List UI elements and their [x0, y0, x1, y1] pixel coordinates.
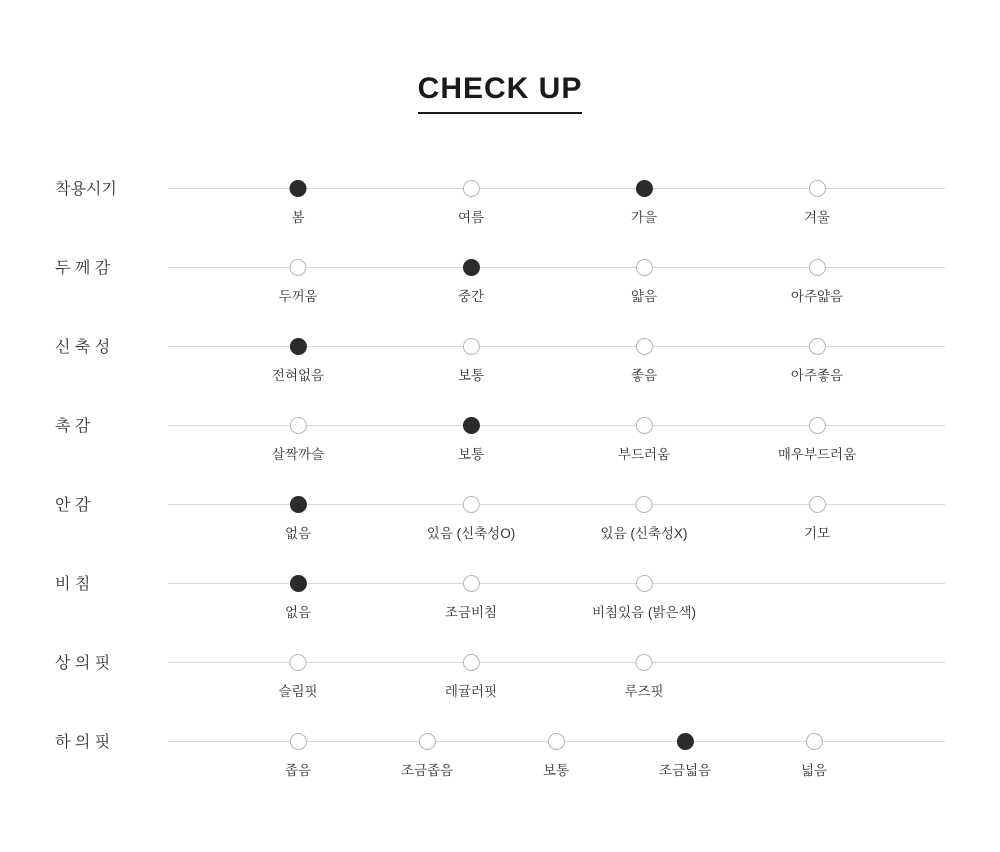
- option-unselected[interactable]: [804, 476, 830, 542]
- option-label: 여름: [457, 210, 485, 225]
- empty-dot-icon[interactable]: [636, 575, 653, 592]
- option-unselected[interactable]: [445, 634, 497, 700]
- option-label: 보통: [457, 447, 485, 462]
- chart-row: [0, 318, 1000, 397]
- filled-dot-icon[interactable]: [289, 338, 306, 355]
- chart-row: [0, 555, 1000, 634]
- empty-dot-icon[interactable]: [808, 259, 825, 276]
- chart-row: [0, 160, 1000, 239]
- empty-dot-icon[interactable]: [290, 259, 307, 276]
- filled-dot-icon[interactable]: [676, 733, 693, 750]
- option-unselected[interactable]: [801, 713, 827, 779]
- option-label: 루즈핏: [624, 684, 664, 699]
- chart-row: [0, 634, 1000, 713]
- page-title-text: CHECK UP: [418, 72, 583, 114]
- option-label: 조금좁음: [400, 763, 454, 778]
- option-unselected[interactable]: [601, 476, 688, 542]
- option-selected[interactable]: [272, 318, 324, 384]
- option-label: 조금비침: [444, 605, 498, 620]
- filled-dot-icon[interactable]: [463, 259, 480, 276]
- option-unselected[interactable]: [778, 397, 856, 463]
- filled-dot-icon[interactable]: [636, 180, 653, 197]
- empty-dot-icon[interactable]: [636, 654, 653, 671]
- option-unselected[interactable]: [272, 397, 324, 463]
- option-unselected[interactable]: [624, 634, 663, 700]
- row-label: 하 의 핏: [55, 734, 111, 751]
- row-label: 안 감: [55, 497, 91, 514]
- option-label: 기모: [803, 526, 831, 541]
- option-label: 보통: [457, 368, 485, 383]
- option-label: 겨울: [803, 210, 831, 225]
- empty-dot-icon[interactable]: [636, 259, 653, 276]
- empty-dot-icon[interactable]: [809, 496, 826, 513]
- option-label: 살짝까슬: [271, 447, 325, 462]
- option-label: 있음 (신축성O): [426, 526, 516, 541]
- empty-dot-icon[interactable]: [809, 180, 826, 197]
- filled-dot-icon[interactable]: [463, 417, 480, 434]
- option-selected[interactable]: [285, 476, 311, 542]
- row-label: 신 축 성: [55, 339, 111, 356]
- empty-dot-icon[interactable]: [463, 180, 480, 197]
- empty-dot-icon[interactable]: [808, 338, 825, 355]
- option-label: 슬림핏: [278, 684, 318, 699]
- chart-row: [0, 397, 1000, 476]
- empty-dot-icon[interactable]: [418, 733, 435, 750]
- option-unselected[interactable]: [543, 713, 569, 779]
- option-label: 봄: [291, 210, 305, 225]
- empty-dot-icon[interactable]: [635, 417, 652, 434]
- option-label: 비침있음 (밝은색): [591, 605, 697, 620]
- option-label: 중간: [457, 289, 485, 304]
- empty-dot-icon[interactable]: [290, 654, 307, 671]
- option-selected[interactable]: [290, 160, 307, 226]
- option-unselected[interactable]: [285, 713, 311, 779]
- empty-dot-icon[interactable]: [289, 417, 306, 434]
- row-label: 상 의 핏: [55, 655, 111, 672]
- chart-row: [0, 713, 1000, 792]
- option-label: 부드러움: [617, 447, 671, 462]
- option-selected[interactable]: [631, 160, 657, 226]
- option-unselected[interactable]: [445, 555, 497, 621]
- empty-dot-icon[interactable]: [806, 733, 823, 750]
- option-selected[interactable]: [285, 555, 311, 621]
- empty-dot-icon[interactable]: [636, 338, 653, 355]
- option-label: 얇음: [630, 289, 658, 304]
- option-label: 조금넓음: [658, 763, 712, 778]
- option-label: 가을: [630, 210, 658, 225]
- option-label: 넓음: [800, 763, 828, 778]
- option-label: 좁음: [284, 763, 312, 778]
- option-unselected[interactable]: [791, 239, 843, 305]
- filled-dot-icon[interactable]: [290, 575, 307, 592]
- option-unselected[interactable]: [278, 634, 317, 700]
- option-label: 보통: [542, 763, 570, 778]
- filled-dot-icon[interactable]: [290, 180, 307, 197]
- option-label: 아주좋음: [790, 368, 844, 383]
- row-label: 착용시기: [55, 181, 117, 198]
- option-label: 두꺼움: [278, 289, 318, 304]
- option-label: 레귤러핏: [444, 684, 498, 699]
- option-label: 있음 (신축성X): [600, 526, 688, 541]
- option-unselected[interactable]: [278, 239, 317, 305]
- check-up-chart: [0, 160, 1000, 792]
- row-label: 비 침: [55, 576, 91, 593]
- empty-dot-icon[interactable]: [635, 496, 652, 513]
- option-unselected[interactable]: [592, 555, 696, 621]
- option-label: 아주얇음: [790, 289, 844, 304]
- option-unselected[interactable]: [631, 239, 657, 305]
- row-label: 촉 감: [55, 418, 91, 435]
- option-unselected[interactable]: [631, 318, 657, 384]
- option-unselected[interactable]: [618, 397, 670, 463]
- empty-dot-icon[interactable]: [809, 417, 826, 434]
- option-unselected[interactable]: [804, 160, 830, 226]
- option-unselected[interactable]: [458, 318, 484, 384]
- option-selected[interactable]: [458, 397, 484, 463]
- empty-dot-icon[interactable]: [462, 575, 479, 592]
- option-selected[interactable]: [458, 239, 484, 305]
- empty-dot-icon[interactable]: [548, 733, 565, 750]
- row-label: 두 께 감: [55, 260, 111, 277]
- option-label: 좋음: [630, 368, 658, 383]
- empty-dot-icon[interactable]: [290, 733, 307, 750]
- chart-row: [0, 239, 1000, 318]
- chart-row: [0, 476, 1000, 555]
- option-unselected[interactable]: [401, 713, 453, 779]
- option-unselected[interactable]: [427, 476, 515, 542]
- option-label: 전혀없음: [271, 368, 325, 383]
- option-label: 없음: [284, 605, 312, 620]
- page-title: [0, 72, 1000, 114]
- filled-dot-icon[interactable]: [290, 496, 307, 513]
- empty-dot-icon[interactable]: [462, 496, 479, 513]
- option-label: 없음: [284, 526, 312, 541]
- option-label: 매우부드러움: [777, 447, 857, 462]
- option-unselected[interactable]: [791, 318, 843, 384]
- option-selected[interactable]: [659, 713, 711, 779]
- empty-dot-icon[interactable]: [463, 338, 480, 355]
- option-unselected[interactable]: [458, 160, 484, 226]
- empty-dot-icon[interactable]: [462, 654, 479, 671]
